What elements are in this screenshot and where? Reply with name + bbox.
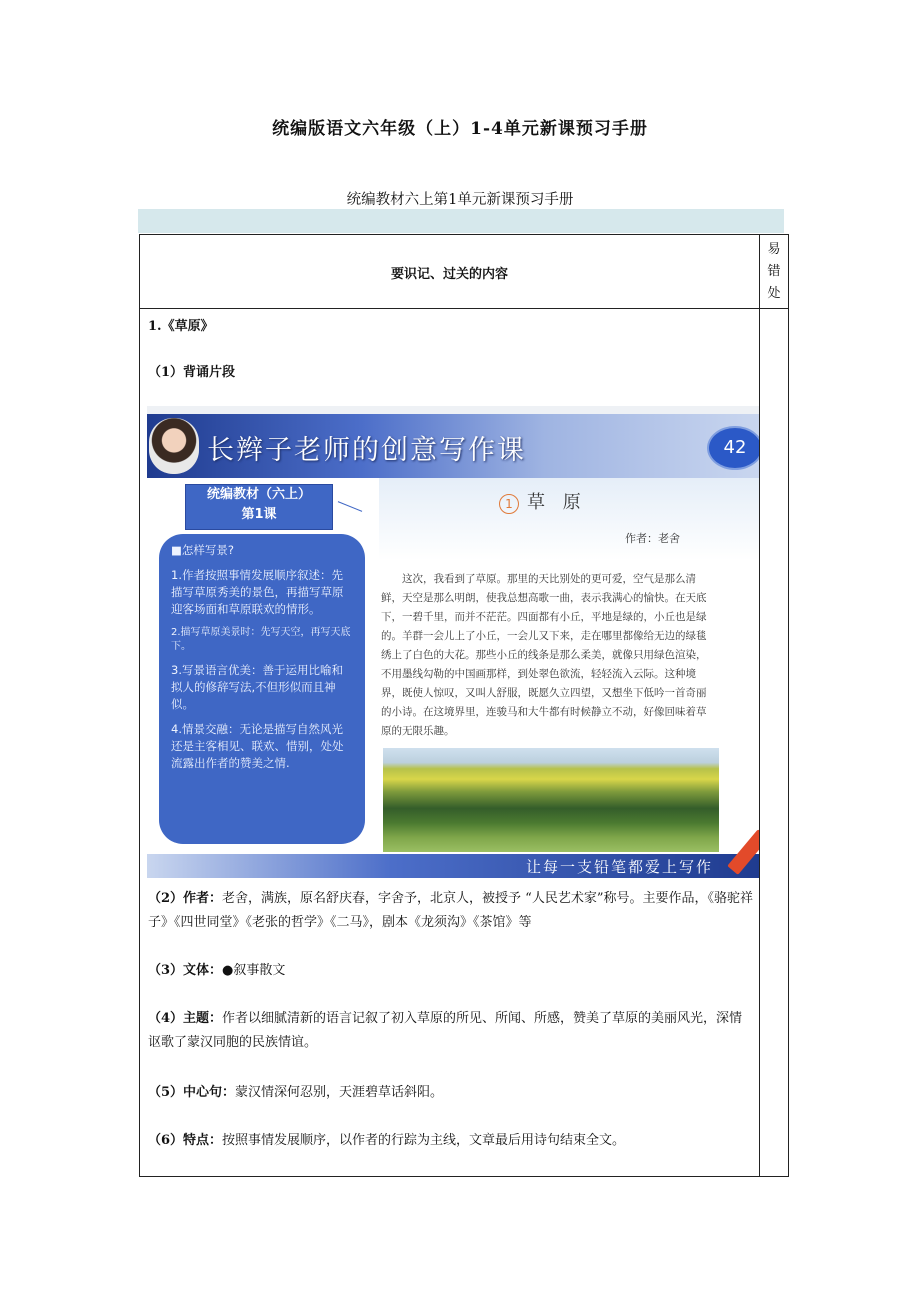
lesson-title — [499, 488, 587, 514]
writing-tips-panel — [159, 534, 365, 844]
recite-label: （1）背诵片段 — [148, 365, 236, 380]
item-theme-text: 作者以细腻清新的语言记叙了初入草原的所见、所闻、所感，赞美了草原的美丽风光，深情讴歌了蒙汉同胞的民族情谊。 — [148, 1011, 743, 1050]
slide-page-number: 42 — [707, 426, 759, 470]
slide-slogan: 让每一支铅笔都爱上写作 — [525, 858, 713, 876]
error-prone-column-header — [760, 239, 788, 305]
tip-1: 1.作者按照事情发展顺序叙述：先描写草原秀美的景色，再描写草原迎客场面和草原联欢的情形。 — [171, 568, 344, 616]
slide-banner — [147, 414, 759, 478]
lesson-number-badge: 1 — [499, 494, 519, 514]
side-header-char-1: 易 — [767, 242, 781, 257]
item-central-sentence-label: （5）中心句： — [148, 1085, 236, 1100]
item-central-sentence — [148, 1081, 753, 1105]
lesson-box — [185, 484, 333, 530]
item-theme-label: （4）主题： — [148, 1011, 223, 1026]
connector-line — [338, 501, 362, 512]
lesson-heading: 1.《草原》 — [148, 319, 214, 334]
tip-4: 4.情景交融：无论是描写自然风光还是主客相见、联欢、惜别，处处流露出作者的赞美之情. — [171, 722, 344, 770]
lesson-name: 草 原 — [527, 492, 587, 513]
lesson-box-line1: 统编教材（六上） — [206, 487, 311, 502]
item-features-text: 按照事情发展顺序，以作者的行踪为主线，文章最后用诗句结束全文。 — [222, 1133, 626, 1148]
item-features — [148, 1129, 753, 1153]
side-header-char-3: 处 — [767, 286, 781, 301]
slide-footer — [147, 854, 759, 878]
item-author — [148, 887, 753, 935]
document-title: 统编版语文六年级（上）1-4单元新课预习手册 — [272, 119, 648, 139]
teacher-avatar — [149, 418, 199, 474]
tip-3: 3.写景语言优美：善于运用比喻和拟人的修辞写法,不但形似而且神似。 — [171, 663, 343, 711]
header-row-divider — [140, 308, 788, 309]
embedded-slide-image — [147, 406, 759, 878]
column-divider — [759, 235, 760, 1176]
side-header-char-2: 错 — [767, 264, 781, 279]
item-author-label: （2）作者： — [148, 891, 223, 906]
text-panel — [379, 478, 759, 854]
tips-title: ■怎样写景? — [171, 543, 234, 557]
lesson-box-line2: 第1课 — [241, 507, 277, 522]
header-band — [138, 209, 784, 233]
slide-body — [147, 478, 759, 854]
author-line: 作者：老舍 — [625, 532, 680, 545]
tip-2: 2.描写草原美景时：先写天空，再写天底下。 — [171, 627, 351, 652]
item-theme — [148, 1007, 753, 1055]
grassland-photo — [383, 748, 719, 852]
item-genre — [148, 959, 753, 983]
item-central-sentence-text: 蒙汉情深何忍别，天涯碧草话斜阳。 — [235, 1085, 444, 1100]
item-genre-text: ●叙事散文 — [222, 963, 286, 978]
item-genre-label: （3）文体： — [148, 963, 223, 978]
item-features-label: （6）特点： — [148, 1133, 223, 1148]
table-header: 要识记、过关的内容 — [390, 267, 508, 282]
item-author-text: 老舍，满族，原名舒庆春，字舍予，北京人，被授予 “人民艺术家”称号。主要作品，《骆驼祥子》《四世同堂》《老张的哲学》《二马》，剧本《龙须沟》《茶馆》等 — [148, 891, 753, 930]
document-subtitle: 统编教材六上第1单元新课预习手册 — [346, 192, 574, 208]
recitation-passage: 这次，我看到了草原。那里的天比别处的更可爱，空气是那么清鲜，天空是那么明朗，使我总想高歌一曲，表示我满心的愉快。在天底下，一碧千里，而并不茫茫。四面都有小丘，平地是绿的，小丘也是绿的。羊群一会儿上了小丘，一会儿又下来，走在哪里都像给无边的绿毯绣上了白色的大花。那些小丘的线条是那么柔美，就像只用绿色渲染，不用墨线勾勒的中国画那样，到处翠色欲流，轻轻流入云际。这种境界，既使人惊叹，又叫人舒服，既愿久立四望，又想坐下低吟一首奇丽的小诗。在这境界里，连骏马和大牛都有时候静立不动，好像回味着草原的无限乐趣。 — [381, 573, 707, 737]
slide-banner-title: 长辫子老师的创意写作课 — [207, 435, 526, 466]
